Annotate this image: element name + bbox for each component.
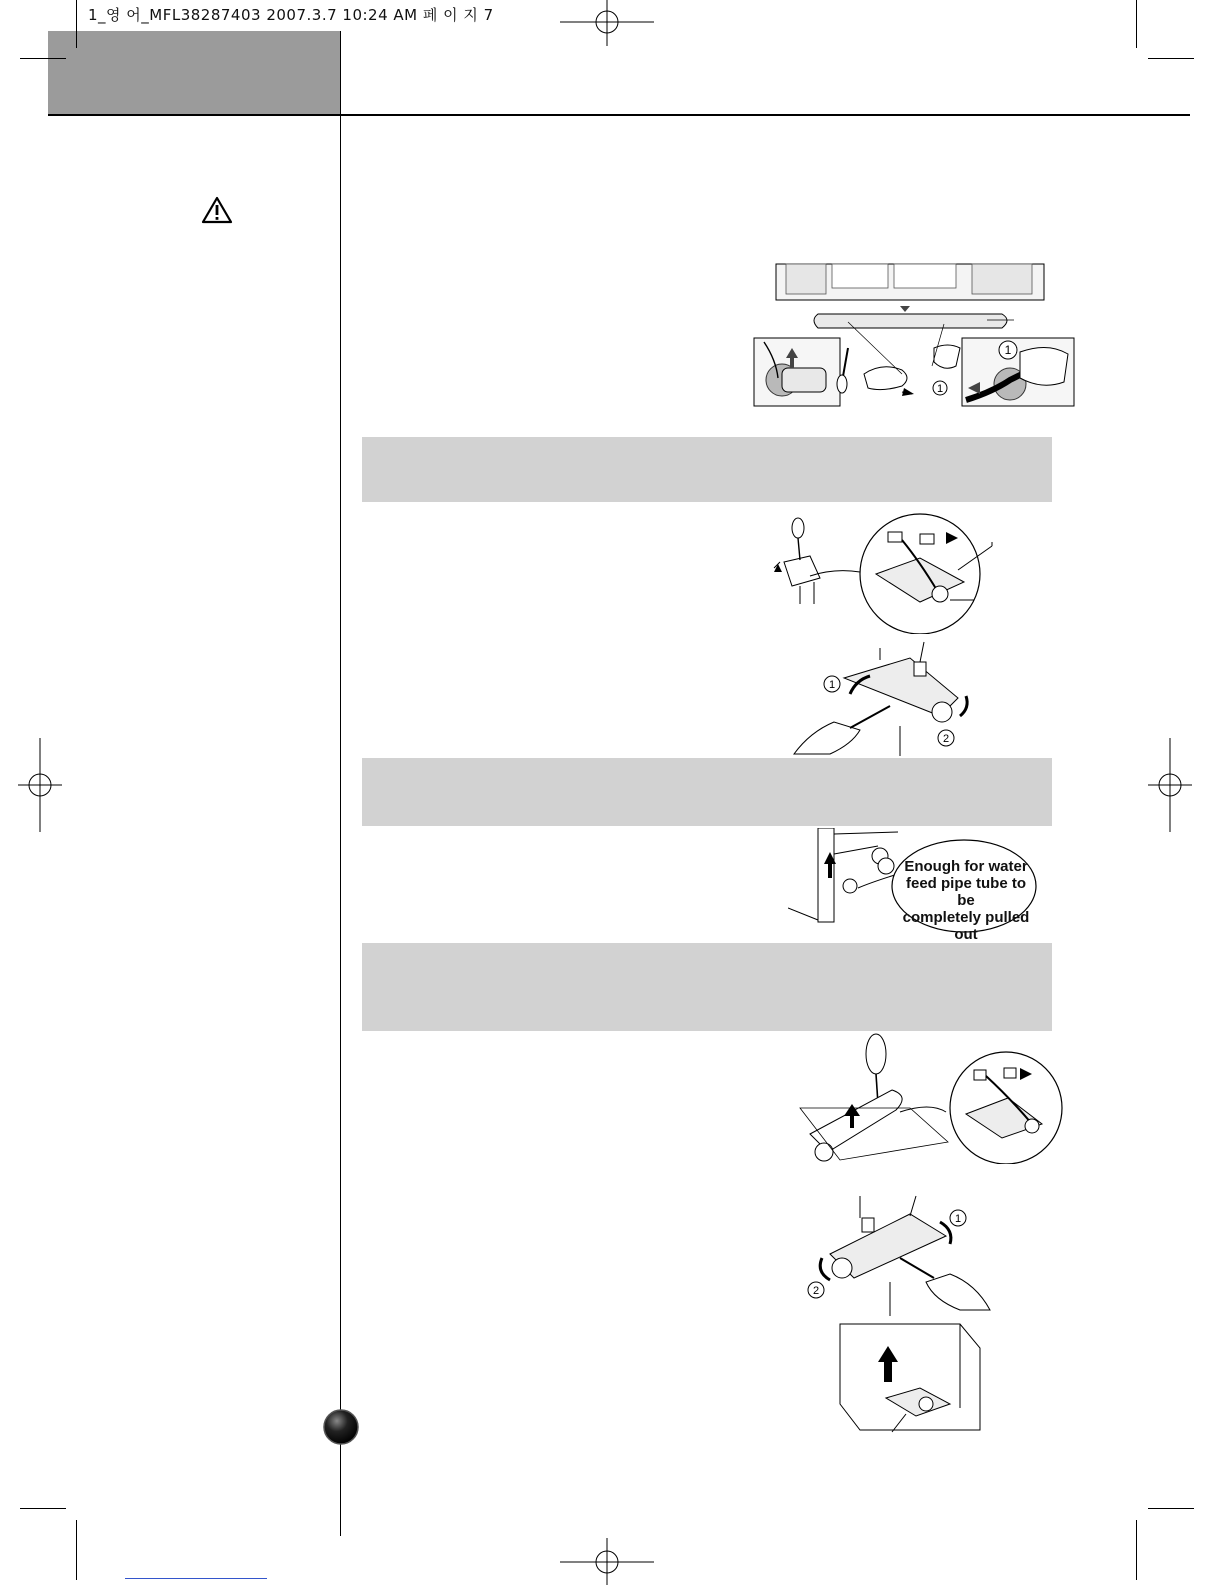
fridge-base-hose-figure (752, 262, 1077, 408)
crosshair-registration-icon (560, 1538, 654, 1585)
print-header-line: 1_영 어_MFL38287403 2007.3.7 10:24 AM 페 이 지 7 (88, 6, 494, 24)
header-rule (48, 114, 1190, 116)
step-number-1: 1 (828, 679, 836, 691)
crosshair-registration-icon (1148, 738, 1192, 832)
crop-mark (1136, 0, 1137, 48)
crop-mark (20, 58, 66, 59)
crop-mark (20, 1508, 66, 1509)
hinge-unscrew-figure (790, 636, 986, 758)
bottom-underline (125, 1578, 267, 1579)
crosshair-registration-icon (18, 738, 62, 832)
crop-mark (76, 0, 77, 48)
crop-mark (1148, 1508, 1194, 1509)
step-number-1: 1 (954, 1213, 962, 1225)
step-number-1: 1 (936, 383, 944, 395)
section-tab (48, 31, 340, 115)
crop-mark (1136, 1520, 1137, 1580)
step-number-2: 2 (812, 1285, 820, 1297)
warning-triangle-icon (201, 196, 233, 224)
hinge-cover-connector-figure (770, 512, 996, 634)
step-number-2: 2 (942, 733, 950, 745)
step-number-1: 1 (1004, 343, 1012, 357)
section-band-2 (362, 758, 1052, 826)
crop-mark (1148, 58, 1194, 59)
crop-mark (76, 1520, 77, 1580)
section-band-1 (362, 437, 1052, 502)
water-pipe-callout-text: Enough for water feed pipe tube to be completely pulled out (902, 858, 1030, 943)
crosshair-registration-icon (560, 0, 654, 46)
section-band-3 (362, 943, 1052, 1031)
hinge-unscrew-reversed-figure (800, 1192, 996, 1316)
black-circle-badge-icon (322, 1408, 360, 1446)
lower-hinge-lift-figure (830, 1318, 1000, 1440)
column-divider (340, 31, 341, 1536)
hinge-cover-lift-figure (780, 1032, 1066, 1164)
